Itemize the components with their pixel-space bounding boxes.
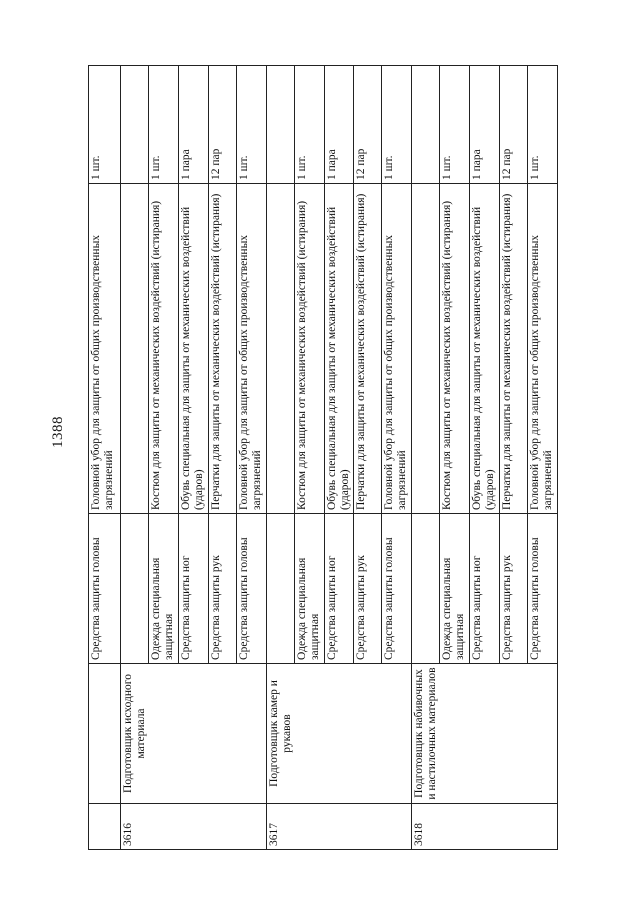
profession-name-cell: Подготовщик камер и рукавов: [266, 664, 412, 804]
ppe-norms-table: [88, 65, 558, 850]
ppe-category-cell: Одежда специальная защитная: [148, 514, 178, 664]
ppe-quantity-cell: 1 шт.: [294, 66, 324, 184]
ppe-item-cell: Костюм для защиты от механических воздействий (истирания): [148, 184, 178, 514]
ppe-category-cell: Средства защиты головы: [527, 514, 557, 664]
ppe-item-cell: Головной убор для защиты от общих производственных загрязнений: [382, 184, 412, 514]
ppe-quantity-cell: 1 шт.: [440, 66, 470, 184]
ppe-quantity-cell: 1 шт.: [236, 66, 266, 184]
ppe-item-cell: Головной убор для защиты от общих производственных загрязнений: [89, 184, 121, 514]
ppe-category-cell: [266, 514, 294, 664]
ppe-quantity-cell: [121, 66, 149, 184]
ppe-quantity-cell: 1 шт.: [527, 66, 557, 184]
ppe-item-cell: Обувь специальная для защиты от механических воздействий (ударов): [470, 184, 500, 514]
ppe-item-cell: [412, 184, 440, 514]
ppe-quantity-cell: 12 пар: [500, 66, 528, 184]
ppe-item-cell: [266, 184, 294, 514]
ppe-item-cell: [121, 184, 149, 514]
ppe-category-cell: Средства защиты головы: [382, 514, 412, 664]
table-row: [412, 66, 440, 850]
ppe-quantity-cell: 1 пара: [178, 66, 208, 184]
ppe-quantity-cell: [266, 66, 294, 184]
ppe-category-cell: Средства защиты ног: [324, 514, 354, 664]
profession-code-cell: 3617: [266, 804, 412, 850]
ppe-category-cell: Средства защиты рук: [500, 514, 528, 664]
ppe-item-cell: Перчатки для защиты от механических воздействий (истирания): [208, 184, 236, 514]
ppe-category-cell: Средства защиты головы: [89, 514, 121, 664]
profession-code-cell: [89, 804, 121, 850]
table-body: [89, 66, 558, 850]
ppe-quantity-cell: 1 шт.: [148, 66, 178, 184]
ppe-item-cell: Обувь специальная для защиты от механических воздействий (ударов): [324, 184, 354, 514]
table-row: [89, 66, 121, 850]
ppe-item-cell: Обувь специальная для защиты от механических воздействий (ударов): [178, 184, 208, 514]
table-row: [121, 66, 149, 850]
ppe-category-cell: Одежда специальная защитная: [440, 514, 470, 664]
ppe-category-cell: Средства защиты рук: [354, 514, 382, 664]
ppe-category-cell: Средства защиты ног: [178, 514, 208, 664]
ppe-quantity-cell: [412, 66, 440, 184]
ppe-quantity-cell: 12 пар: [354, 66, 382, 184]
ppe-category-cell: Средства защиты рук: [208, 514, 236, 664]
profession-code-cell: 3616: [121, 804, 267, 850]
ppe-category-cell: [412, 514, 440, 664]
ppe-quantity-cell: 1 шт.: [89, 66, 121, 184]
rotated-table-container: [88, 66, 558, 850]
ppe-item-cell: Перчатки для защиты от механических воздействий (истирания): [500, 184, 528, 514]
page-number: 1388: [50, 416, 66, 448]
ppe-category-cell: [121, 514, 149, 664]
table-row: [266, 66, 294, 850]
ppe-category-cell: Средства защиты ног: [470, 514, 500, 664]
ppe-quantity-cell: 1 шт.: [382, 66, 412, 184]
ppe-quantity-cell: 1 пара: [324, 66, 354, 184]
ppe-item-cell: Перчатки для защиты от механических воздействий (истирания): [354, 184, 382, 514]
profession-name-cell: Подготовщик набивочных и настилочных материалов: [412, 664, 558, 804]
profession-code-cell: 3618: [412, 804, 558, 850]
ppe-item-cell: Головной убор для защиты от общих производственных загрязнений: [527, 184, 557, 514]
ppe-item-cell: Костюм для защиты от механических воздействий (истирания): [294, 184, 324, 514]
ppe-item-cell: Костюм для защиты от механических воздействий (истирания): [440, 184, 470, 514]
profession-name-cell: Подготовщик исходного материала: [121, 664, 267, 804]
profession-name-cell: [89, 664, 121, 804]
ppe-category-cell: Средства защиты головы: [236, 514, 266, 664]
ppe-quantity-cell: 12 пар: [208, 66, 236, 184]
ppe-quantity-cell: 1 пара: [470, 66, 500, 184]
ppe-category-cell: Одежда специальная защитная: [294, 514, 324, 664]
ppe-item-cell: Головной убор для защиты от общих производственных загрязнений: [236, 184, 266, 514]
